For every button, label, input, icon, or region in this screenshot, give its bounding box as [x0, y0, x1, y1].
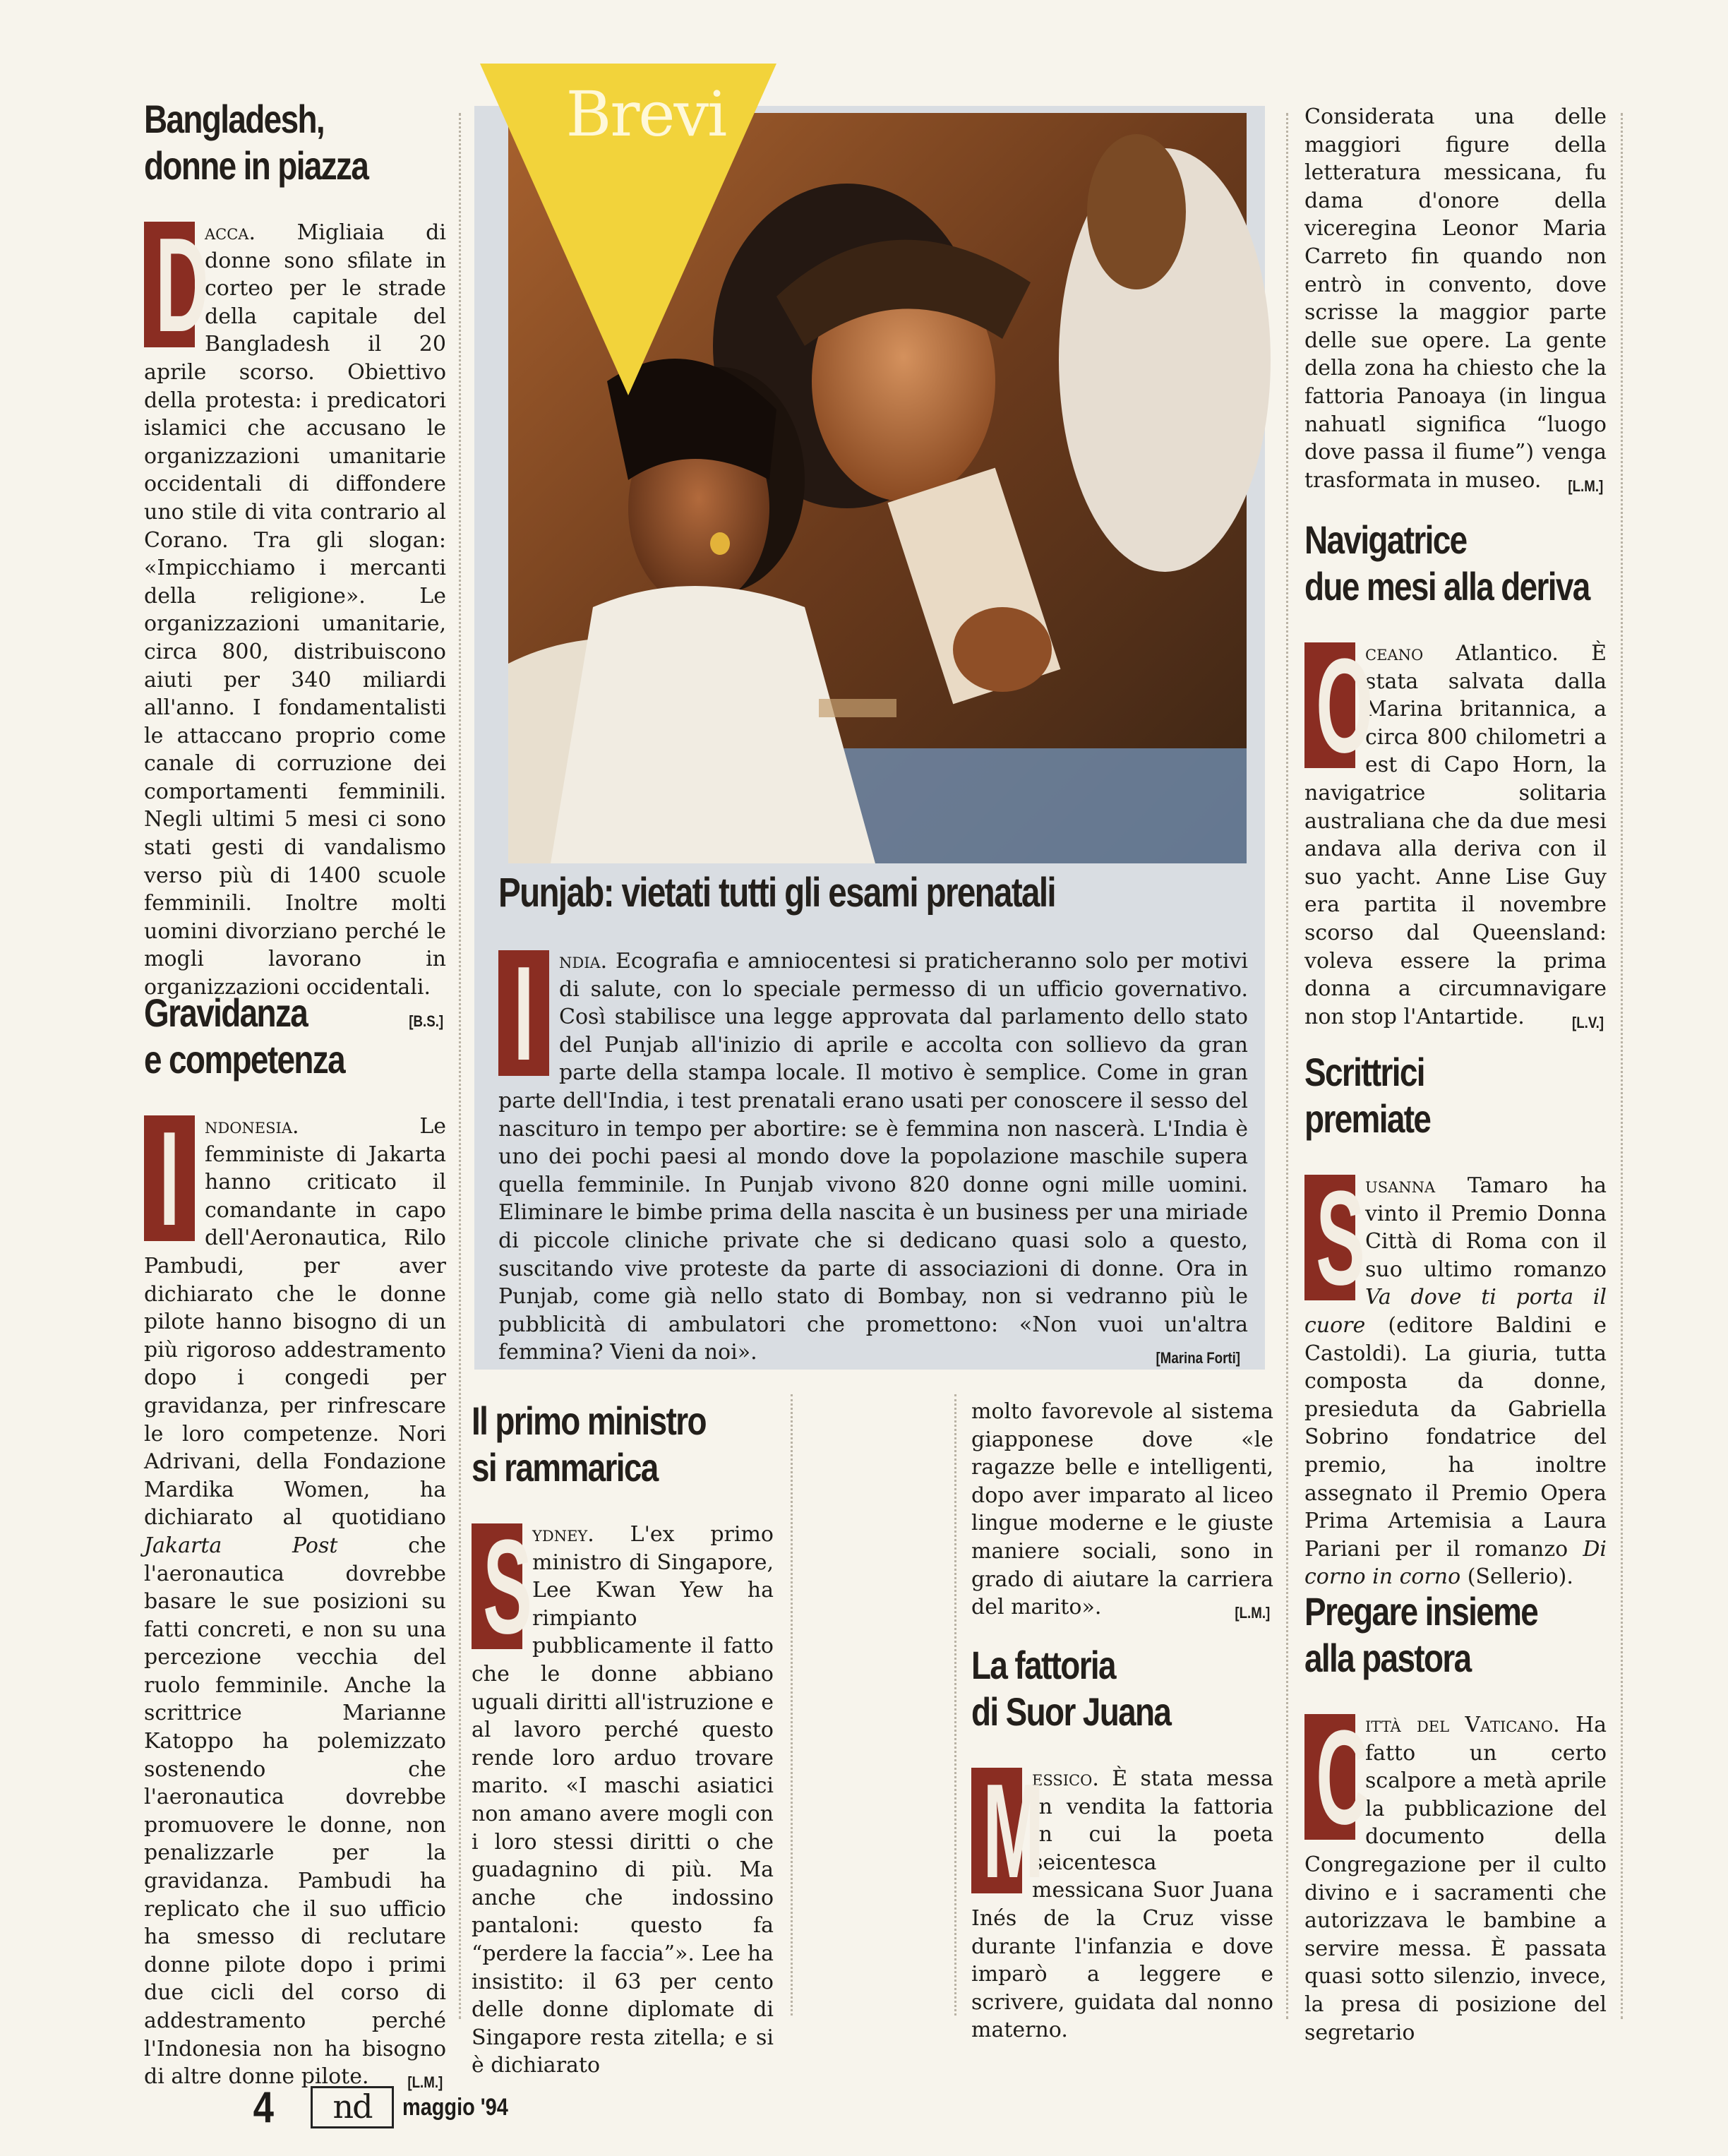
- article-bangladesh: [144, 96, 446, 1035]
- headline-gravidanza: Gravidanza e competenza: [144, 990, 345, 1082]
- article-gravidanza: [144, 990, 446, 2097]
- body-primo-ministro-continued: molto favorevole al sistema giapponese dove «le ragazze belle e intelligenti, dopo aver imparato al liceo lingue moderne e le giuste maniere sociali, sono in grado di aiutare la carriera del marito». [L.M.]: [971, 1398, 1273, 1622]
- article-fattoria-continued: [1304, 103, 1607, 500]
- body-fattoria: M essico. È stata messa in vendita la fattoria in cui la poeta seicentesca messicana Suor Juana Inés de la Cruz visse durante l'infanzia e dove imparò a leggere e scrivere, guidata dal nonno materno.: [971, 1756, 1273, 2043]
- headline-fattoria: La fattoria di Suor Juana: [971, 1643, 1171, 1734]
- article-scrittrici: [1304, 1049, 1607, 1591]
- body-primo-ministro: S ydney. L'ex primo ministro di Singapore, Lee Kwan Yew ha rimpianto pubblicamente il fatto che le donne abbiano uguali diritti all'istruzione e al lavoro perché questo rende loro arduo trovare marito. «I maschi asiatici non amano avere mogli con i loro stessi diritti o che guadagnino di più. Ma anche che indossino pantaloni: questo fa “perdere la faccia”». Lee ha insistito: il 63 per cento delle donne diplomate di Singapore resta zitella; e si è dichiarato: [472, 1512, 774, 2078]
- column-rule: [459, 113, 461, 2019]
- dropcap-c: C: [1304, 1714, 1355, 1840]
- headline-primo-ministro: Il primo ministro si rammarica: [472, 1399, 706, 1490]
- dropcap-s: S: [472, 1523, 522, 1649]
- dropcap-s: S: [1304, 1175, 1355, 1300]
- dropcap-i: I: [144, 1115, 195, 1241]
- signature: [B.S.]: [408, 1012, 443, 1030]
- headline-navigatrice: Navigatrice due mesi alla deriva: [1304, 517, 1590, 609]
- article-primo-ministro: [472, 1398, 774, 2080]
- body-punjab: I ndia. Ecografia e amniocentesi si praticheranno solo per motivi di salute, con lo speciale permesso di un ufficio governativo. Così stabilisce una legge approvata dal parlamento dello stato del Punjab all'inizio di aprile e accolta con sollievo da gran parte della stampa locale. Il motivo è semplice. Come in gran parte dell'India, i test prenatali erano usati per conoscere il sesso del nascituro in tempo per abortire: se è femmina non nascerà. L'India è uno dei pochi paesi al mondo dove la popolazione maschile supera quella femminile. In Punjab vivono 820 donne ogni mille uomini. Eliminare le bimbe prima della nascita è un business per una miriade di piccole cliniche private che si dedicano quasi solo a questo, suscitando vive proteste da parte di associazioni di donne. Ora in Punjab, come già nello stato di Bombay, non si vedranno più le pubblicità di ambulatori che promettono: «Non vuoi un'altra femmina? Vieni da noi». [Marina Forti]: [498, 947, 1248, 1367]
- magazine-logo: nd: [311, 2086, 394, 2128]
- headline-scrittrici: Scrittrici premiate: [1304, 1050, 1431, 1141]
- article-fattoria: [971, 1642, 1273, 2044]
- headline-punjab: Punjab: vietati tutti gli esami prenatali: [498, 870, 1056, 916]
- page-number: 4: [253, 2083, 274, 2132]
- headline-bangladesh: Bangladesh, donne in piazza: [144, 97, 368, 188]
- dropcap-o: O: [1304, 642, 1355, 768]
- column-rule: [954, 1394, 956, 2016]
- issue-date: maggio '94: [402, 2094, 508, 2121]
- dropcap-d: D: [144, 222, 195, 347]
- signature: [L.M.]: [1235, 1604, 1271, 1622]
- signature: [L.V.]: [1571, 1013, 1604, 1031]
- dropcap-i: I: [498, 950, 549, 1076]
- signature: [L.M.]: [1568, 477, 1604, 495]
- dropcap-m: M: [971, 1768, 1022, 1893]
- column-rule: [1621, 113, 1623, 2019]
- article-navigatrice: [1304, 517, 1607, 1036]
- body-pastora: C ittà del Vaticano. Ha fatto un certo scalpore a metà aprile la pubblicazione del documento della Congregazione per il culto divino e i sacramenti che autorizzava le bambine a servire messa. È passata quasi sotto silenzio, invece, la presa di posizione del segretario: [1304, 1703, 1607, 2045]
- signature: [L.M.]: [407, 2073, 443, 2092]
- article-pastora: [1304, 1588, 1607, 2047]
- body-gravidanza: I ndonesia. Le femministe di Jakarta hanno criticato il comandante in capo dell'Aeronautica, Rilo Pambudi, per aver dichiarato che le donne pilote hanno bisogno di un più rigoroso addestramento dopo i congedi per gravidanza, per rinfrescare le loro competenze. Nori Adrivani, della Fondazione Mardika Women, ha dichiarato al quotidiano Jakarta Post che l'aeronautica dovrebbe basare le sue posizioni su fatti concreti, e non su una percezione vecchia del ruolo femminile. Anche la scrittrice Marianne Katoppo ha polemizzato sostenendo che l'aeronautica dovrebbe promuovere le donne, non penalizzarle per la gravidanza. Pambudi ha replicato che il suo ufficio ha smesso di reclutare donne pilote dopo i primi due cicli del corso di addestramento perché l'Indonesia non ha bisogno di altre donne pilote. [L.M.]: [144, 1113, 446, 2091]
- article-primo-ministro-continued: [971, 1398, 1273, 1627]
- body-navigatrice: O ceano Atlantico. È stata salvata dalla Marina britannica, a circa 800 chilometri a est di Capo Horn, la navigatrice solitaria australiana che da due mesi andava alla deriva con il suo yacht. Anne Lise Guy era partita il novembre scorso dal Queensland: voleva essere la prima donna a circumnavigare non stop l'Antartide. [L.V.]: [1304, 640, 1607, 1031]
- body-fattoria-continued: Considerata una delle maggiori figure della letteratura messicana, fu dama d'onore della viceregina Leonor Maria Carreto fin quando non entrò in convento, dove scrisse la maggior parte delle sue opere. La gente della zona ha chiesto che la fattoria Panoaya (in lingua nahuatl significa “luogo dove passa il fiume”) venga trasformata in museo. [L.M.]: [1304, 103, 1607, 494]
- headline-pastora: Pregare insieme alla pastora: [1304, 1589, 1538, 1680]
- body-scrittrici: S usanna Tamaro ha vinto il Premio Donna Città di Roma con il suo ultimo romanzo Va dove ti porta il cuore (editore Baldini e Castoldi). La giuria, tutta composta da donne, presieduta da Gabriella Sobrino fondatrice del premio, ha inoltre assegnato il Premio Opera Prima Artemisia a Laura Pariani per il romanzo Di corno in corno (Sellerio).: [1304, 1163, 1607, 1590]
- article-punjab: [498, 870, 1248, 1372]
- section-label: Brevi: [565, 78, 726, 150]
- column-rule: [791, 1394, 793, 2016]
- body-bangladesh: D acca. Migliaia di donne sono sfilate in corteo per le strade della capitale del Bangladesh il 20 aprile scorso. Obiettivo della protesta: i predicatori islamici che accusano le organizzazioni umanitarie occidentali di diffondere uno stile di vita contrario al Corano. Tra gli slogan: «Impicchiamo i mercanti della religione». Le organizzazioni umanitarie, circa 800, distribuiscono aiuti per 340 miliardi all'anno. I fondamentalisti le attaccano proprio come canale di corruzione dei comportamenti femminili. Negli ultimi 5 mesi ci sono stati gesti di vandalismo verso più di 1400 scuole femminili. Inoltre molti uomini divorziano perché le mogli lavorano in organizzazioni occidentali. [B.S.]: [144, 219, 446, 1002]
- signature: [Marina Forti]: [1156, 1349, 1241, 1367]
- column-rule: [1286, 113, 1288, 2019]
